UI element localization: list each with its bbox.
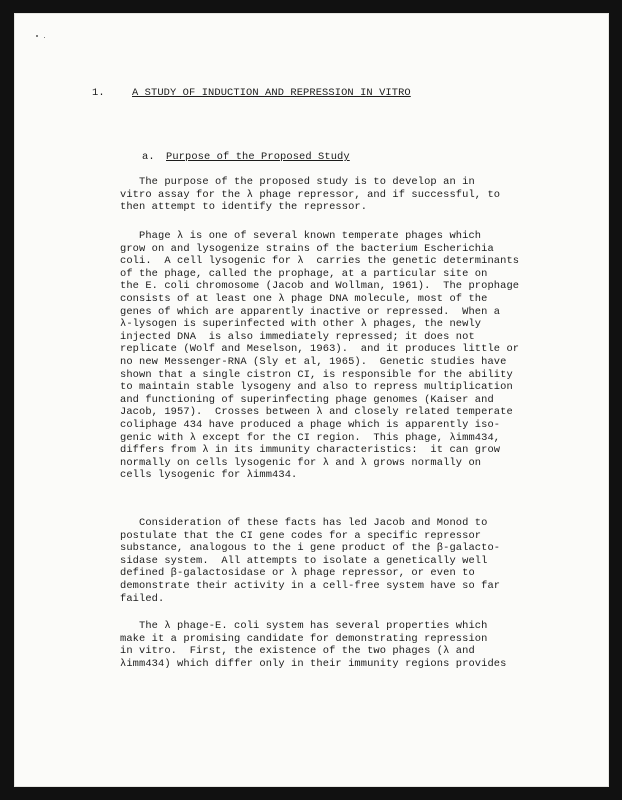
text-line: The purpose of the proposed study is to develop an in <box>120 176 475 188</box>
text-line: of the phage, called the prophage, at a particular site on <box>120 267 488 280</box>
text-line: coliphage 434 have produced a phage which is apparently iso- <box>120 418 501 431</box>
document-page <box>14 13 609 787</box>
text-line: cells lysogenic for λimm434. <box>120 469 298 482</box>
text-line: coli. A cell lysogenic for λ carries the genetic determinants <box>120 255 520 268</box>
subsection-letter: a. <box>142 151 155 163</box>
text-line: genic with λ except for the CI region. This phage, λimm434, <box>120 431 501 444</box>
text-line: normally on cells lysogenic for λ and λ grows normally on <box>120 456 482 469</box>
text-line: λ-lysogen is superinfected with other λ phages, the newly <box>120 318 482 331</box>
text-line: to maintain stable lysogeny and also to repress multiplication <box>120 381 513 394</box>
text-line: Phage λ is one of several known temperate phages which <box>120 230 482 242</box>
paragraph-phage-lambda <box>120 230 519 482</box>
text-line: Consideration of these facts has led Jacob and Monod to <box>120 517 488 529</box>
text-line: The λ phage-E. coli system has several properties which <box>120 620 488 632</box>
text-line: vitro assay for the λ phage repressor, and if successful, to <box>120 188 501 201</box>
paper-speck <box>44 37 45 38</box>
text-line: and functioning of superinfecting phage genomes (Kaiser and <box>120 393 494 406</box>
text-line: defined β-galactosidase or λ phage repressor, or even to <box>120 567 475 580</box>
text-line: replicate (Wolf and Meselson, 1963). and it produces little or <box>120 343 520 356</box>
paragraph-ecoli-system <box>120 620 506 670</box>
paragraph-jacob-monod <box>120 517 500 605</box>
text-line: make it a promising candidate for demonstrating repression <box>120 632 488 645</box>
text-line: demonstrate their activity in a cell-free system have so far <box>120 579 501 592</box>
text-line: genes of which are apparently inactive or repressed. When a <box>120 305 501 318</box>
text-line: postulate that the CI gene codes for a specific repressor <box>120 529 482 542</box>
paragraph-purpose <box>120 176 500 214</box>
text-line: failed. <box>120 592 165 605</box>
subsection-title: Purpose of the Proposed Study <box>166 151 350 163</box>
text-line: λimm434) which differ only in their immunity regions provides <box>120 657 507 670</box>
text-line: differs from λ in its immunity characteristics: it can grow <box>120 444 501 457</box>
section-title: A STUDY OF INDUCTION AND REPRESSION IN VITRO <box>132 87 411 99</box>
section-number: 1. <box>92 87 105 99</box>
text-line: in vitro. First, the existence of the two phages (λ and <box>120 645 475 658</box>
paper-speck <box>36 35 38 37</box>
text-line: Jacob, 1957). Crosses between λ and closely related temperate <box>120 406 513 419</box>
text-line: consists of at least one λ phage DNA molecule, most of the <box>120 292 488 305</box>
text-line: sidase system. All attempts to isolate a genetically well <box>120 554 488 567</box>
text-line: grow on and lysogenize strains of the bacterium Escherichia <box>120 242 494 255</box>
text-line: injected DNA is also immediately repressed; it does not <box>120 330 475 343</box>
text-line: then attempt to identify the repressor. <box>120 201 368 214</box>
text-line: the E. coli chromosome (Jacob and Wollman, 1961). The prophage <box>120 280 520 293</box>
text-line: substance, analogous to the i gene product of the β-galacto- <box>120 542 501 555</box>
text-line: shown that a single cistron CI, is responsible for the ability <box>120 368 513 381</box>
text-line: no new Messenger-RNA (Sly et al, 1965). Genetic studies have <box>120 355 507 368</box>
